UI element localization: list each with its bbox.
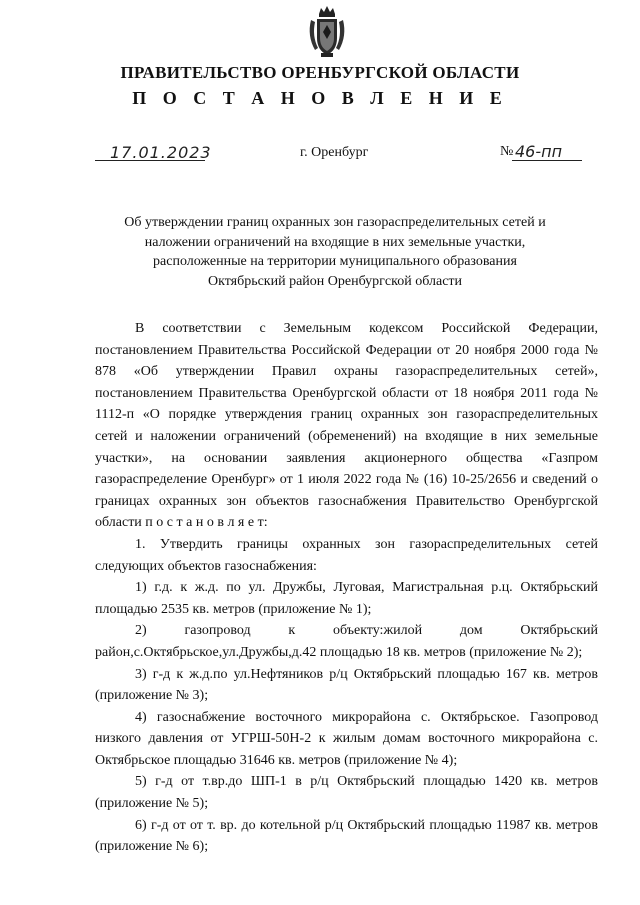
document-number: 46-пп bbox=[515, 142, 563, 161]
document-body bbox=[95, 318, 598, 858]
paragraph: 5) г-д от т.вр.до ШП-1 в р/ц Октябрьский площадью 1420 кв. метров (приложение № 5); bbox=[95, 774, 598, 812]
date-underline bbox=[95, 160, 205, 161]
paragraph: 4) газоснабжение восточного микрорайона с. Октябрьское. Газопровод низкого давления от УГРШ-50Н-2 к жилым домам восточного микрорайона с. Октябрьское площадью 31646 кв. метров (приложение № 4); bbox=[95, 709, 598, 768]
city: г. Оренбург bbox=[300, 145, 369, 160]
title-line: Октябрьский район Оренбургской области bbox=[207, 273, 463, 289]
paragraph: 3) г-д к ж.д.по ул.Нефтяников р/ц Октябрьский площадью 167 кв. метров (приложение № 3); bbox=[95, 666, 598, 704]
title-line: расположенные на территории муниципального образования bbox=[153, 254, 517, 269]
document-title bbox=[95, 213, 575, 291]
number-label: № bbox=[500, 144, 514, 159]
title-line: Об утверждении границ охранных зон газораспределительных сетей и bbox=[124, 215, 546, 230]
paragraph: 1. Утвердить границы охранных зон газораспределительных сетей следующих объектов газоснабжения: bbox=[95, 536, 598, 574]
title-line: наложении ограничений на входящие в них земельные участки, bbox=[144, 234, 526, 250]
paragraph: 2) газопровод к объекту:жилой дом Октябрьский район,с.Октябрьское,ул.Дружбы,д.42 площадью 18 кв. метров (приложение № 2); bbox=[95, 623, 598, 660]
coat-of-arms-icon bbox=[307, 6, 347, 60]
paragraph: В соответствии с Земельным кодексом Российской Федерации, постановлением Правительства Российской Федерации от 20 ноября 2000 года № 878 «Об утверждении Правил охраны газораспределительных сетей», постановлением Правительства Оренбургской области от 18 ноября 2011 года № 1112-п «О порядке утверждения границ охранных зон газораспределительных сетей и наложении ограничений (обременений) на входящие в них земельные участки», на основании заявления акционерного общества «Газпром газораспределение Оренбург» от 1 июля 2022 года № (16) 10-25/2656 и сведений о границах охранных зон объектов газоснабжения Правительство Оренбургской области п о с т а н о в л я е т: bbox=[95, 321, 598, 531]
document-date: 17.01.2023 bbox=[110, 143, 212, 162]
paragraph: 6) г-д от от т. вр. до котельной р/ц Октябрьский площадью 11987 кв. метров (приложение № 6); bbox=[95, 817, 598, 855]
number-underline bbox=[512, 160, 582, 161]
paragraph: 1) г.д. к ж.д. по ул. Дружбы, Луговая, Магистральная р.ц. Октябрьский площадью 2535 кв. метров (приложение № 1); bbox=[95, 580, 598, 617]
document-type: П О С Т А Н О В Л Е Н И Е bbox=[132, 88, 508, 108]
organization-name: ПРАВИТЕЛЬСТВО ОРЕНБУРГСКОЙ ОБЛАСТИ bbox=[120, 63, 520, 82]
